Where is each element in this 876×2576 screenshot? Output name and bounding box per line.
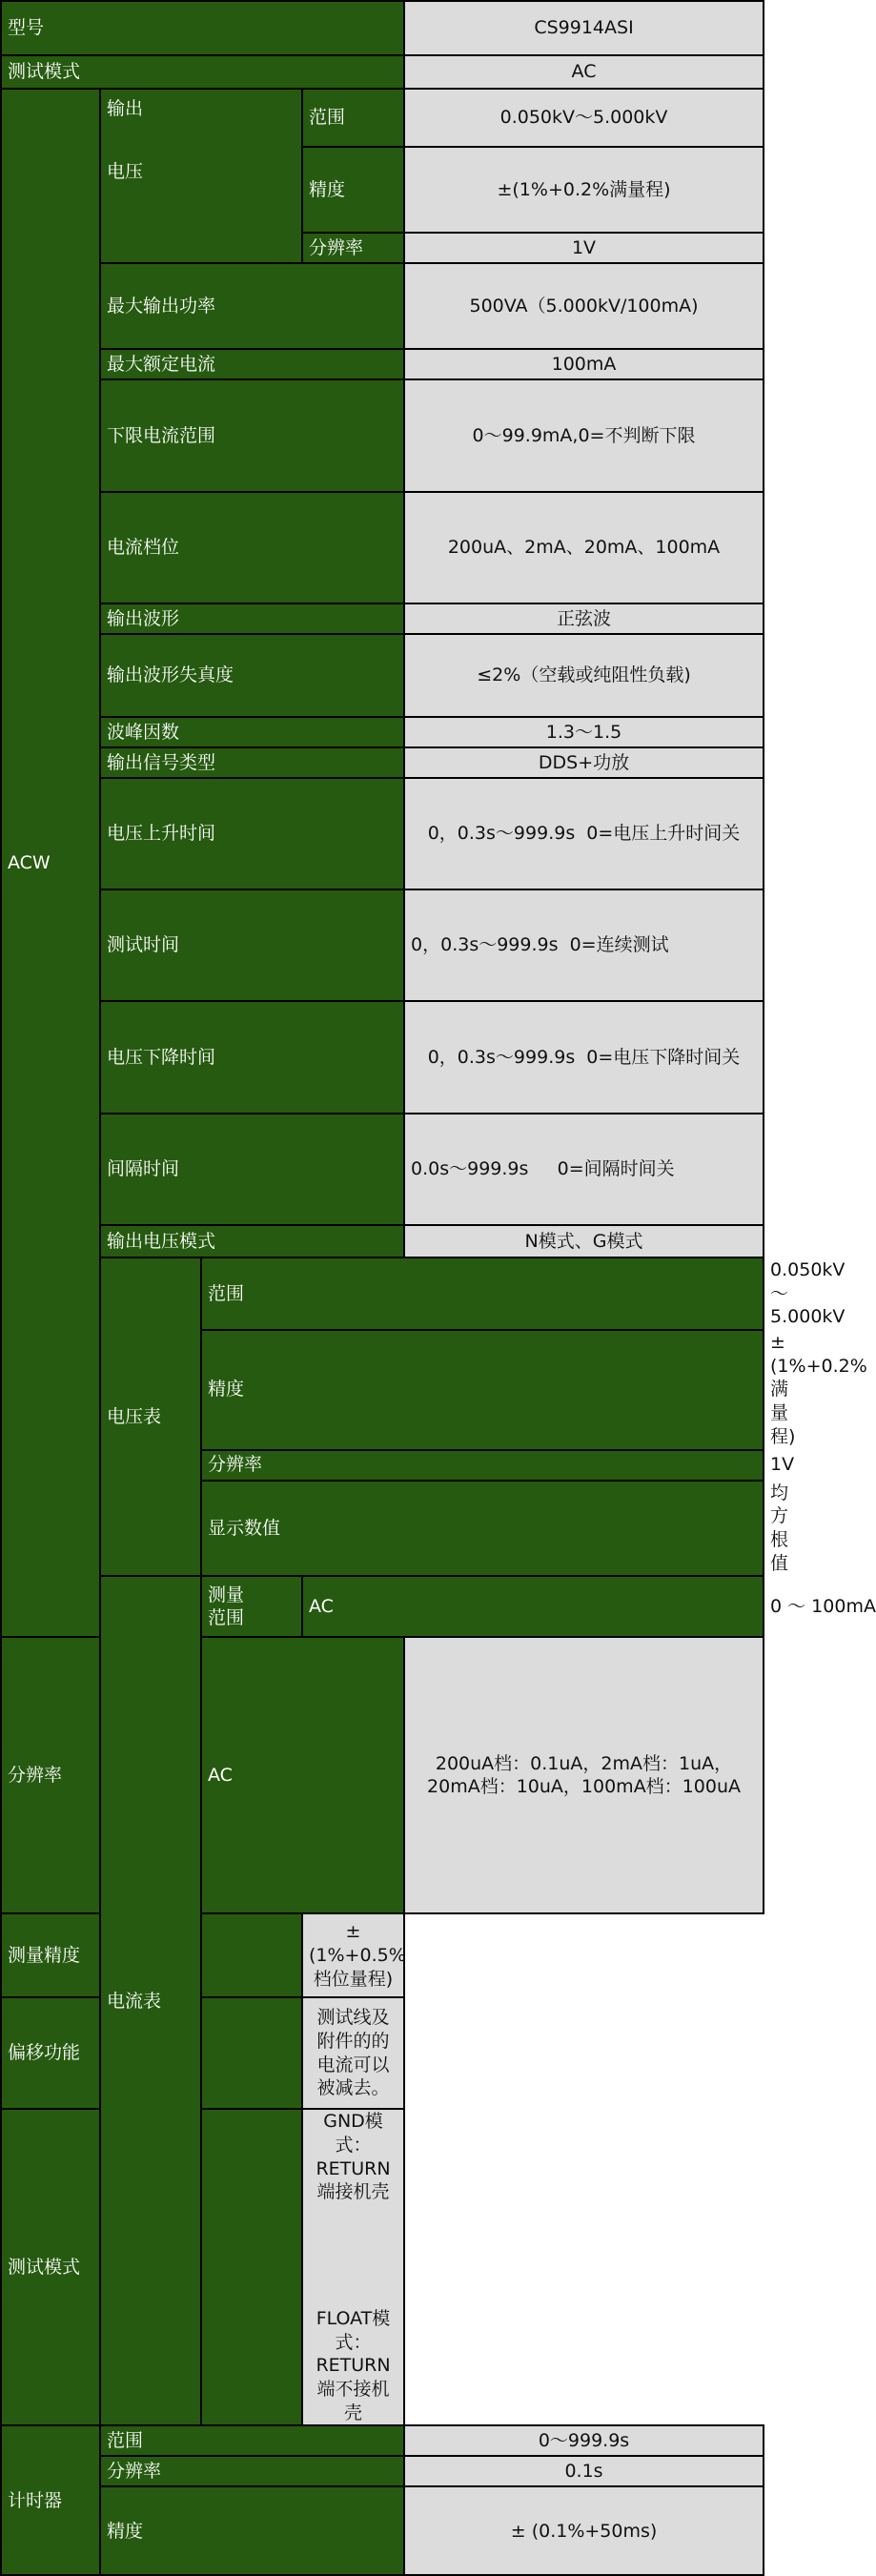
timer-accuracy-label: 精度 (100, 2486, 404, 2575)
test-mode-label: 测试模式 (1, 55, 404, 89)
waveform-label: 输出波形 (100, 603, 404, 634)
signal-label: 输出信号类型 (100, 747, 404, 778)
crest-label: 波峰因数 (100, 717, 404, 747)
vm-resolution-label: 分辨率 (201, 1450, 764, 1481)
voltmeter-group-label: 电压表 (100, 1257, 201, 1576)
range-value: 0.050kV～5.000kV (404, 89, 764, 147)
accuracy-value: ±(1%+0.2%满量程) (404, 147, 764, 233)
measure-ac-label: AC (302, 1576, 764, 1637)
model-label: 型号 (1, 1, 404, 55)
table-row: 显示数值 均方根值 (1, 1481, 764, 1577)
fall-time-label: 电压下降时间 (100, 1001, 404, 1114)
max-current-value: 100mA (404, 349, 764, 379)
accuracy-label: 精度 (302, 147, 404, 233)
ammeter-group-label: 电流表 (100, 1576, 201, 2425)
table-row (1, 1114, 764, 1225)
table-row (1, 89, 764, 147)
table-row (1, 379, 764, 492)
am-resolution-ac-label: AC (201, 1637, 404, 1913)
measure-range-label (201, 1576, 302, 1637)
current-range-label: 电流档位 (100, 492, 404, 603)
distortion-value: ≤2%（空载或纯阻性负载) (404, 634, 764, 717)
table-row (1, 349, 764, 379)
am-test-mode-value (302, 2109, 404, 2425)
offset-value: 测试线及附件的的电流可以被减去。 (302, 1997, 404, 2109)
fall-time-value: 0，0.3s～999.9s 0=电压下降时间关 (404, 1001, 764, 1114)
am-resolution-label: 分辨率 (1, 1637, 100, 1913)
am-test-mode-line1: GND模式：RETURN端接机壳 (316, 2111, 391, 2203)
table-row (1, 492, 764, 603)
table-row (1, 634, 764, 717)
waveform-value: 正弦波 (404, 603, 764, 634)
range-label: 范围 (302, 89, 404, 147)
am-test-mode-line2: FLOAT模式：RETURN端不接机壳 (316, 2308, 391, 2423)
rise-time-value: 0，0.3s～999.9s 0=电压上升时间关 (404, 778, 764, 889)
timer-resolution-label: 分辨率 (100, 2456, 404, 2486)
output-voltage-line1: 输出 (107, 98, 144, 119)
table-row (1, 263, 764, 349)
test-time-label: 测试时间 (100, 889, 404, 1001)
table-row: 电流表 测量 范围 AC 0 ～ 100mA (1, 1576, 764, 1637)
table-row: 精度 ±(1%+0.2%满量程) (1, 1330, 764, 1449)
lower-limit-label: 下限电流范围 (100, 379, 404, 492)
table-row (1, 717, 764, 747)
vm-accuracy-label: 精度 (201, 1330, 764, 1449)
table-row (1, 2486, 764, 2575)
am-resolution-line1: 200uA档：0.1uA，2mA档：1uA， (435, 1752, 733, 1774)
resolution-value: 1V (404, 233, 764, 263)
table-row (1, 55, 764, 89)
table-row (1, 747, 764, 778)
table-row (1, 1225, 764, 1257)
am-accuracy-label: 测量精度 (1, 1913, 302, 1997)
timer-accuracy-value: ± (0.1%+50ms) (404, 2486, 764, 2575)
table-row (1, 778, 764, 889)
rise-time-label: 电压上升时间 (100, 778, 404, 889)
table-row (1, 2109, 764, 2425)
am-resolution-line2: 20mA档：10uA，100mA档：100uA (427, 1776, 741, 1798)
test-time-value: 0，0.3s～999.9s 0=连续测试 (404, 889, 764, 1001)
table-row (1, 2456, 764, 2486)
current-range-value: 200uA、2mA、20mA、100mA (404, 492, 764, 603)
interval-value: 0.0s～999.9s 0=间隔时间关 (404, 1114, 764, 1225)
distortion-label: 输出波形失真度 (100, 634, 404, 717)
model-value: CS9914ASI (404, 1, 764, 55)
lower-limit-value: 0～99.9mA,0=不判断下限 (404, 379, 764, 492)
am-test-mode-label: 测试模式 (1, 2109, 302, 2425)
max-current-label: 最大额定电流 (100, 349, 404, 379)
table-row (1, 889, 764, 1001)
measure-range-line2: 范围 (208, 1607, 245, 1629)
acw-group-label: ACW (1, 89, 100, 1637)
interval-label: 间隔时间 (100, 1114, 404, 1225)
max-power-value: 500VA（5.000kV/100mA) (404, 263, 764, 349)
vm-range-label: 范围 (201, 1257, 764, 1330)
table-row (1, 1913, 764, 1997)
output-voltage-line2: 电压 (107, 160, 144, 182)
vm-display-label: 显示数值 (201, 1481, 764, 1577)
table-row: 电压表 范围 0.050kV～5.000kV (1, 1257, 764, 1330)
table-row: 分辨率 1V (1, 1450, 764, 1481)
table-row (1, 2425, 764, 2456)
am-accuracy-value: ±(1%+0.5%档位量程) (302, 1913, 404, 1997)
table-row (1, 603, 764, 634)
timer-resolution-value: 0.1s (404, 2456, 764, 2486)
voltage-mode-label: 输出电压模式 (100, 1225, 404, 1257)
table-row (1, 1997, 764, 2109)
resolution-label: 分辨率 (302, 233, 404, 263)
table-row (1, 1, 764, 55)
am-resolution-value (404, 1637, 764, 1913)
timer-group-label: 计时器 (1, 2425, 100, 2575)
voltage-mode-value: N模式、G模式 (404, 1225, 764, 1257)
measure-range-line1: 测量 (208, 1584, 245, 1605)
max-power-label: 最大输出功率 (100, 263, 404, 349)
timer-range-value: 0～999.9s (404, 2425, 764, 2456)
crest-value: 1.3～1.5 (404, 717, 764, 747)
signal-value: DDS+功放 (404, 747, 764, 778)
timer-range-label: 范围 (100, 2425, 404, 2456)
test-mode-value: AC (404, 55, 764, 89)
output-voltage-label (100, 89, 302, 263)
offset-label: 偏移功能 (1, 1997, 302, 2109)
table-row (1, 1001, 764, 1114)
